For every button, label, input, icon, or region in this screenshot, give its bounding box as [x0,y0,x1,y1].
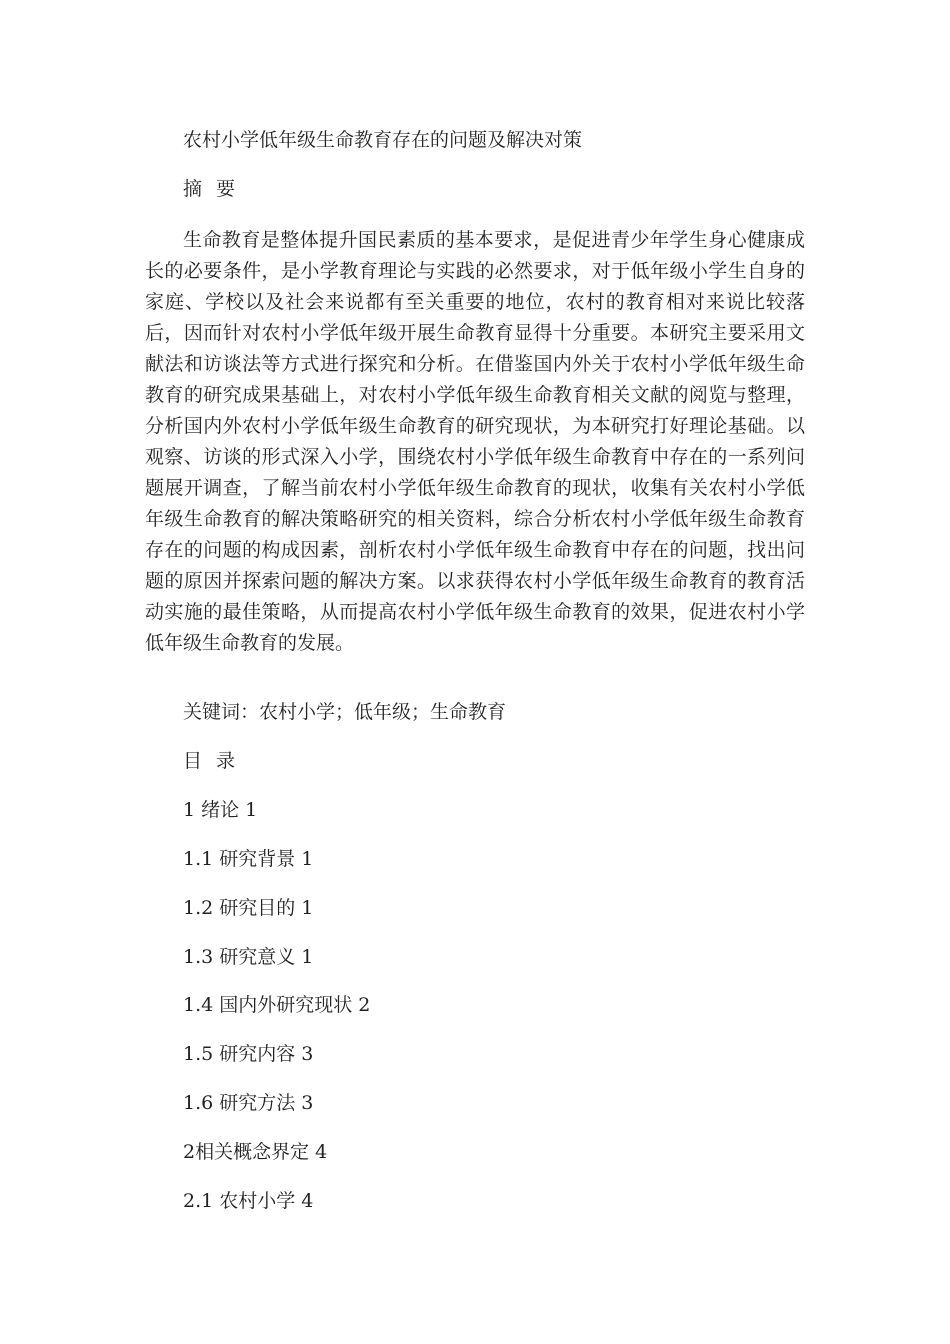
toc-item: 1.2 研究目的 1 [183,897,314,919]
toc-item: 1.4 国内外研究现状 2 [183,994,371,1016]
keywords-line: 关键词：农村小学；低年级；生命教育 [183,701,507,723]
toc-item: 1.1 研究背景 1 [183,848,314,870]
toc-item: 2.1 农村小学 4 [183,1190,314,1212]
toc-heading: 目录 [183,750,250,772]
document-title: 农村小学低年级生命教育存在的问题及解决对策 [183,129,583,151]
toc-item: 1.6 研究方法 3 [183,1092,314,1114]
toc-item: 1 绪论 1 [183,799,258,821]
abstract-body: 生命教育是整体提升国民素质的基本要求，是促进青少年学生身心健康成长的必要条件，是小学教育理论与实践的必然要求，对于低年级小学生自身的家庭、学校以及社会来说都有至关重要的地位，农村的教育相对来说比较落后，因而针对农村小学低年级开展生命教育显得十分重要。本研究主要采用文献法和访谈法等方式进行探究和分析。在借鉴国内外关于农村小学低年级生命教育的研究成果基础上，对农村小学低年级生命教育相关文献的阅览与整理，分析国内外农村小学低年级生命教育的研究现状，为本研究打好理论基础。以观察、访谈的形式深入小学，围绕农村小学低年级生命教育中存在的一系列问题展开调查，了解当前农村小学低年级生命教育的现状，收集有关农村小学低年级生命教育的解决策略研究的相关资料，综合分析农村小学低年级生命教育存在的问题的构成因素，剖析农村小学低年级生命教育中存在的问题，找出问题的原因并探索问题的解决方案。以求获得农村小学低年级生命教育的教育活动实施的最佳策略，从而提高农村小学低年级生命教育的效果，促进农村小学低年级生命教育的发展。 [145,229,805,654]
abstract-heading: 摘要 [183,178,250,200]
toc-item: 1.5 研究内容 3 [183,1043,314,1065]
toc-item: 2相关概念界定 4 [183,1141,328,1163]
toc-item: 1.3 研究意义 1 [183,946,314,968]
